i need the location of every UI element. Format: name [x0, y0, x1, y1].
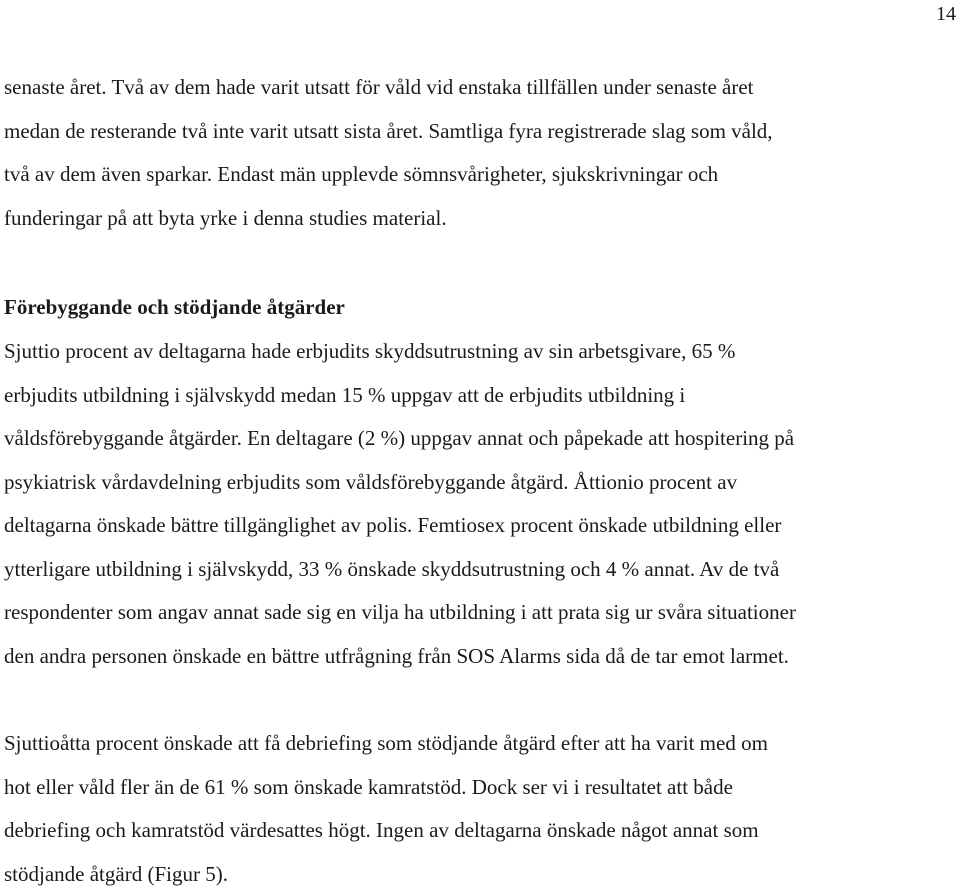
text-line: Sjuttioåtta procent önskade att få debriefing som stödjande åtgärd efter att ha varit med om: [4, 722, 768, 766]
text-line: ytterligare utbildning i självskydd, 33 % önskade skyddsutrustning och 4 % annat. Av de två: [4, 548, 796, 592]
text-line: funderingar på att byta yrke i denna studies material.: [4, 197, 773, 241]
text-line: Sjuttio procent av deltagarna hade erbjudits skyddsutrustning av sin arbetsgivare, 65 %: [4, 330, 796, 374]
text-line: deltagarna önskade bättre tillgänglighet av polis. Femtiosex procent önskade utbildning eller: [4, 504, 796, 548]
text-line: respondenter som angav annat sade sig en vilja ha utbildning i att prata sig ur svåra situationer: [4, 591, 796, 635]
text-line: medan de resterande två inte varit utsatt sista året. Samtliga fyra registrerade slag som våld,: [4, 110, 773, 154]
text-line: erbjudits utbildning i självskydd medan 15 % uppgav att de erbjudits utbildning i: [4, 374, 796, 418]
text-line: debriefing och kamratstöd värdesattes högt. Ingen av deltagarna önskade något annat som: [4, 809, 768, 853]
paragraph-intro: [4, 66, 773, 240]
text-line: hot eller våld fler än de 61 % som önskade kamratstöd. Dock ser vi i resultatet att både: [4, 766, 768, 810]
text-line: senaste året. Två av dem hade varit utsatt för våld vid enstaka tillfällen under senaste året: [4, 66, 773, 110]
paragraph-support: [4, 722, 768, 896]
paragraph-measures: [4, 330, 796, 678]
text-line: våldsförebyggande åtgärder. En deltagare (2 %) uppgav annat och påpekade att hospitering på: [4, 417, 796, 461]
section-heading: Förebyggande och stödjande åtgärder: [4, 286, 345, 330]
text-line: stödjande åtgärd (Figur 5).: [4, 853, 768, 896]
page-number: 14: [936, 2, 956, 26]
text-line: den andra personen önskade en bättre utfrågning från SOS Alarms sida då de tar emot larmet.: [4, 635, 796, 679]
text-line: psykiatrisk vårdavdelning erbjudits som våldsförebyggande åtgärd. Åttionio procent av: [4, 461, 796, 505]
text-line: två av dem även sparkar. Endast män upplevde sömnsvårigheter, sjukskrivningar och: [4, 153, 773, 197]
